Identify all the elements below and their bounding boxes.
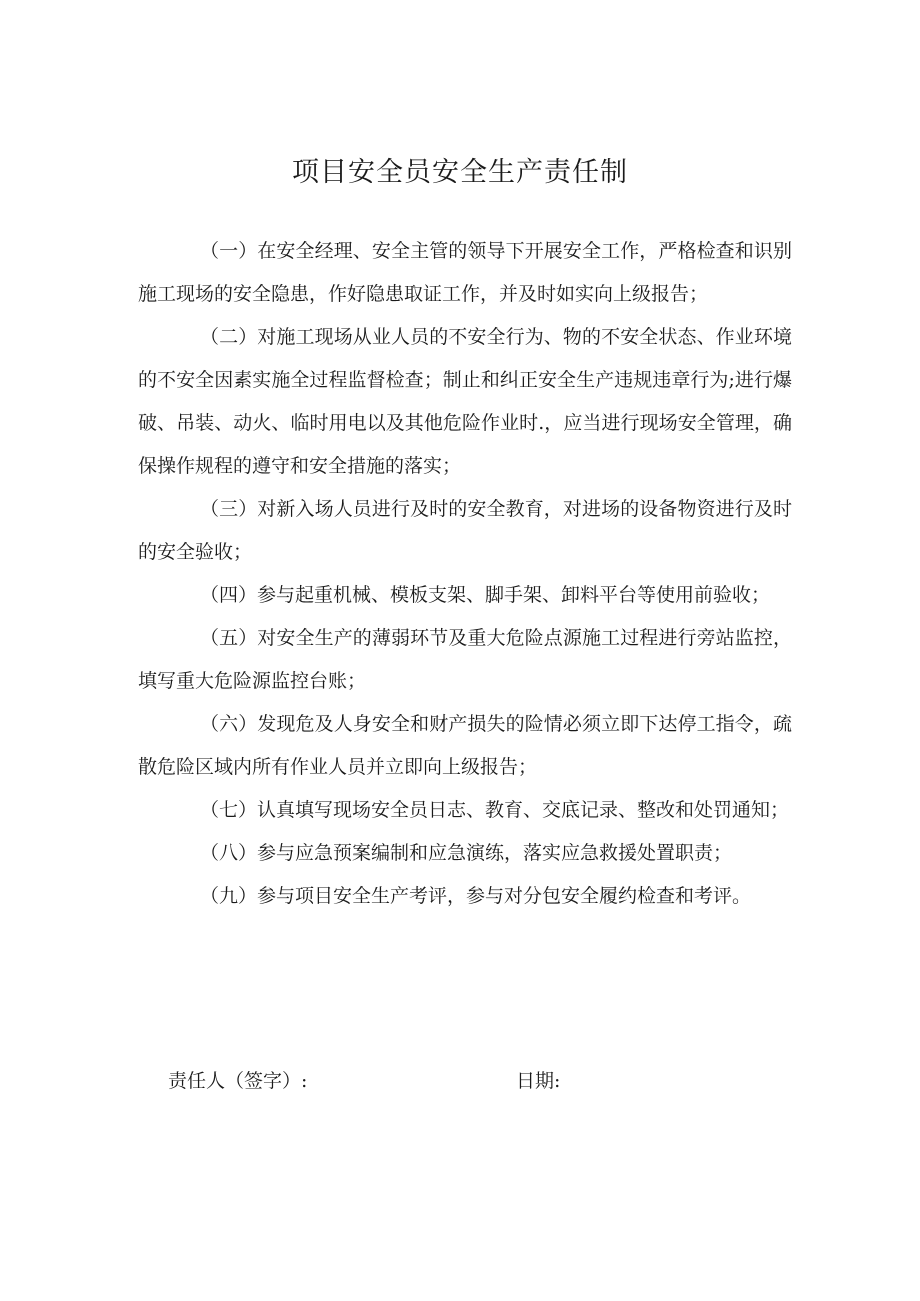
document-title: 项目安全员安全生产责任制 [292,157,628,188]
clause-7: （七）认真填写现场安全员日志、教育、交底记录、整改和处罚通知； [200,799,790,821]
clause-1: （一）在安全经理、安全主管的领导下开展安全工作，严格检查和识别施工现场的安全隐患，作好隐患取证工作，并及时如实向上级报告； [138,240,792,305]
clause-9: （九）参与项目安全生产考评，参与对分包安全履约检查和考评。 [200,885,752,907]
clause-4: （四）参与起重机械、模板支架、脚手架、卸料平台等使用前验收； [200,584,771,606]
responsible-signature-label: 责任人（签字）: [168,1070,308,1092]
signature-row [168,1066,768,1096]
document-body [138,230,792,918]
clause-2: （二）对施工现场从业人员的不安全行为、物的不安全状态、作业环境的不安全因素实施全过程监督检查；制止和纠正安全生产违规违章行为;进行爆破、吊装、动火、临时用电以及其他危险作业时.，应当进行现场安全管理，确保操作规程的遵守和安全措施的落实； [138,326,792,477]
clause-6: （六）发现危及人身安全和财产损失的险情必须立即下达停工指令，疏散危险区域内所有作业人员并立即向上级报告； [138,713,792,778]
clause-8: （八）参与应急预案编制和应急演练，落实应急救援处置职责； [200,842,733,864]
date-label: 日期: [516,1070,561,1092]
clause-3: （三）对新入场人员进行及时的安全教育，对进场的设备物资进行及时的安全验收； [138,498,792,563]
clause-5: （五）对安全生产的薄弱环节及重大危险点源施工过程进行旁站监控，填写重大危险源监控台账； [138,627,792,692]
